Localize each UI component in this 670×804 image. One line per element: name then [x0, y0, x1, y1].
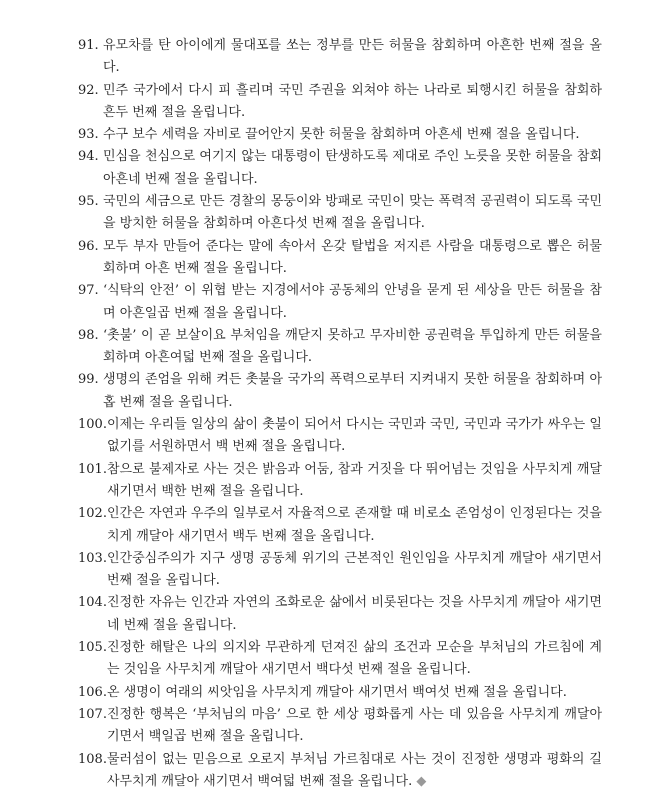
item-text-line: 번째 절을 올립니다.	[107, 573, 220, 589]
list-item	[78, 459, 602, 504]
item-number: 92.	[78, 82, 99, 98]
prostration-list	[78, 35, 602, 793]
item-text-line: 참으로 불제자로 사는 것은 밝음과 어둠, 참과 거짓을 다 뛰어넘는 것임을 사무치게 깨달	[107, 461, 602, 477]
item-number: 106.	[78, 684, 107, 700]
list-item	[78, 414, 602, 459]
list-item	[78, 369, 602, 414]
item-text-line: 국민의 세금으로 만든 경찰의 몽둥이와 방패로 국민이 맞는 폭력적 공권력이 되도록 국민	[103, 194, 602, 210]
item-text-line: 진정한 행복은 ‘부처님의 마음’ 으로 한 세상 평화롭게 사는 데 있음을 사무치게 깨달아	[107, 706, 602, 722]
item-text-line: 수구 보수 세력을 자비로 끌어안지 못한 허물을 참회하며 아흔세 번째 절을 올립니다.	[103, 127, 580, 143]
item-text-line: 모두 부자 만들어 준다는 말에 속아서 온갖 탈법을 저지른 사람을 대통령으로 뽑은 허물	[103, 238, 602, 254]
item-text-line: 흔두 번째 절을 올립니다.	[103, 104, 246, 120]
item-number: 95.	[78, 194, 99, 210]
list-item	[78, 548, 602, 593]
item-text-line: 새기면서 백한 번째 절을 올립니다.	[107, 483, 304, 499]
item-text-line	[107, 771, 602, 793]
item-number: 102.	[78, 506, 107, 522]
item-text-line: 기면서 백일곱 번째 절을 올립니다.	[107, 729, 304, 745]
item-number: 94.	[78, 149, 99, 165]
item-text-line: 인간중심주의가 지구 생명 공동체 위기의 근본적인 원인임을 사무치게 깨달아 새기면서	[107, 550, 602, 566]
item-text-line: 온 생명이 여래의 씨앗임을 사무치게 깨달아 새기면서 백여섯 번째 절을 올립니다.	[107, 684, 567, 700]
item-number: 96.	[78, 238, 99, 254]
list-item	[78, 146, 602, 191]
item-text-line: 치게 깨달아 새기면서 백두 번째 절을 올립니다.	[107, 528, 375, 544]
item-text-line: 없기를 서원하면서 백 번째 절을 올립니다.	[107, 439, 346, 455]
item-text-line: ‘촛불’ 이 곧 보살이요 부처임을 깨닫지 못하고 무자비한 공권력을 투입하게 만든 허물을	[103, 327, 602, 343]
item-text-line: 아흔네 번째 절을 올립니다.	[103, 171, 258, 187]
item-text-line: 진정한 해탈은 나의 의지와 무관하게 던져진 삶의 조건과 모순을 부처님의 가르침에 계	[107, 640, 602, 656]
item-text-line: 진정한 자유는 인간과 자연의 조화로운 삶에서 비롯된다는 것을 사무치게 깨달아 새기면	[107, 595, 602, 611]
item-number: 93.	[78, 127, 99, 143]
item-number: 103.	[78, 550, 107, 566]
item-number: 107.	[78, 706, 107, 722]
item-number: 105.	[78, 640, 107, 656]
list-item	[78, 35, 602, 80]
item-number: 101.	[78, 461, 107, 477]
end-mark-icon: ◆	[416, 773, 427, 789]
list-item	[78, 236, 602, 281]
item-number: 97.	[78, 283, 99, 299]
item-number: 108.	[78, 751, 107, 767]
list-item	[78, 80, 602, 125]
item-text-line: ‘식탁의 안전’ 이 위협 받는 지경에서야 공동체의 안녕을 묻게 된 세상을 만든 허물을 참	[103, 283, 602, 299]
list-item	[78, 325, 602, 370]
item-text-line: 네 번째 절을 올립니다.	[107, 617, 237, 633]
item-text-line: 을 방치한 허물을 참회하며 아흔다섯 번째 절을 올립니다.	[103, 216, 425, 232]
item-number: 100.	[78, 417, 107, 433]
item-text-line: 이제는 우리들 일상의 삶이 촛불이 되어서 다시는 국민과 국민, 국민과 국가가 싸우는 일	[107, 417, 602, 433]
list-item	[78, 503, 602, 548]
item-text-line: 회하며 아흔여덟 번째 절을 올립니다.	[103, 350, 313, 366]
item-text-line: 생명의 존엄을 위해 켜든 촛불을 국가의 폭력으로부터 지켜내지 못한 허물을 참회하며 아	[103, 372, 602, 388]
list-item	[78, 280, 602, 325]
item-text-line: 민심을 천심으로 여기지 않는 대통령이 탄생하도록 제대로 주인 노릇을 못한 허물을 참회	[103, 149, 602, 165]
item-number: 99.	[78, 372, 99, 388]
item-text: 사무치게 깨달아 새기면서 백여덟 번째 절을 올립니다.	[107, 773, 417, 789]
item-number: 98.	[78, 327, 99, 343]
item-number: 104.	[78, 595, 107, 611]
item-text-line: 다.	[103, 60, 120, 76]
list-item	[78, 124, 602, 146]
list-item	[78, 637, 602, 682]
item-text-line: 민주 국가에서 다시 피 흘리며 국민 주권을 외쳐야 하는 나라로 퇴행시킨 허물을 참회하	[103, 82, 602, 98]
list-item	[78, 191, 602, 236]
item-number: 91.	[78, 38, 99, 53]
item-text-line: 홉 번째 절을 올립니다.	[103, 394, 233, 410]
item-text-line: 는 것임을 사무치게 깨달아 새기면서 백다섯 번째 절을 올립니다.	[107, 662, 471, 678]
list-item	[78, 592, 602, 637]
list-item	[78, 749, 602, 794]
item-text-line: 회하며 아흔 번째 절을 올립니다.	[103, 260, 287, 276]
item-text-line: 며 아흔일곱 번째 절을 올립니다.	[103, 305, 287, 321]
item-text-line: 유모차를 탄 아이에게 물대포를 쏘는 정부를 만든 허물을 참회하며 아흔한 번째 절을 올	[103, 38, 602, 53]
item-text-line: 물러섬이 없는 믿음으로 오로지 부처님 가르침대로 사는 것이 진정한 생명과 평화의 길	[107, 751, 602, 767]
list-item	[78, 704, 602, 749]
item-text-line: 인간은 자연과 우주의 일부로서 자율적으로 존재할 때 비로소 존엄성이 인정된다는 것을	[107, 506, 602, 522]
list-item	[78, 682, 602, 704]
